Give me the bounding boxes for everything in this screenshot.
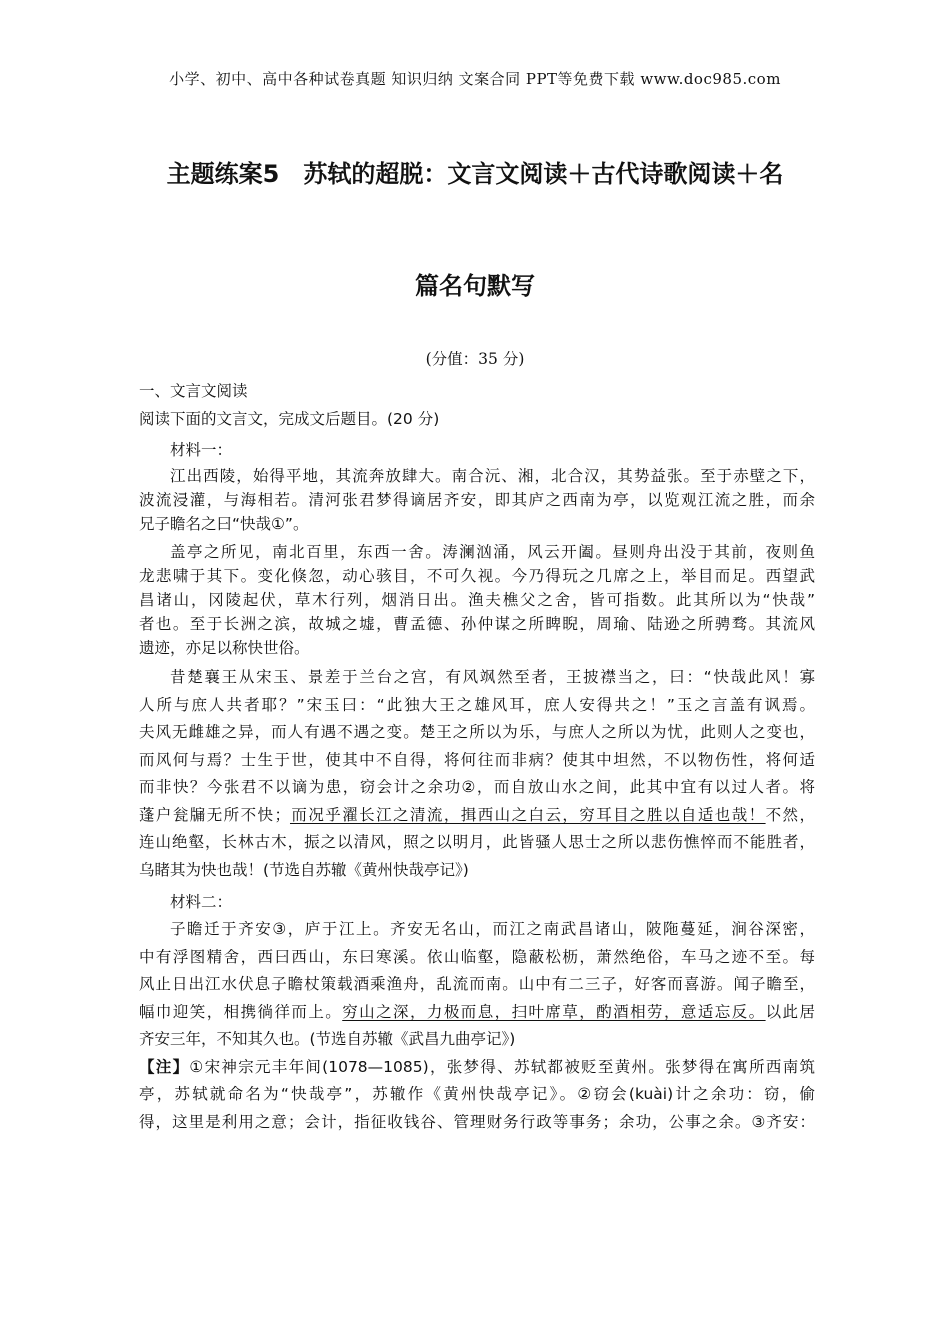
page-header: 小学、初中、高中各种试卷真题 知识归纳 文案合同 PPT等免费下载 www.doc985.com	[169, 70, 781, 88]
document-body	[139, 378, 815, 1136]
text-line: 人所与庶人共者耶？”宋玉曰：“此独大王之雄风耳，庶人安得共之！”玉之言盖有讽焉。	[139, 695, 815, 714]
text-segment: 幅巾迎笑，相携徜徉而上。	[139, 1002, 343, 1021]
text-line: 昔楚襄王从宋玉、景差于兰台之宫，有风飒然至者，王披襟当之，曰：“快哉此风！寡	[170, 668, 815, 686]
text-line: 风止日出江水伏息子瞻杖策载酒乘渔舟，乱流而南。山中有二三子，好客而喜游。闻子瞻至，	[139, 975, 815, 993]
note-line	[139, 1054, 815, 1082]
section-heading: 一、文言文阅读	[139, 382, 248, 400]
text-line: 而风何与焉？士生于世，使其中不自得，将何往而非病？使其中坦然，不以物伤性，将何适	[139, 750, 815, 769]
text-line: 遗迹，亦足以称快世俗。	[139, 639, 310, 657]
note-line: 得，这里是利用之意；会计，指征收钱谷、管理财务行政等事务；余功，公事之余。③齐安：	[139, 1112, 815, 1131]
text-line: 兄子瞻名之曰“快哉①”。	[139, 515, 309, 533]
text-line: 中有浮图精舍，西曰西山，东曰寒溪。依山临壑，隐蔽松枥，萧然绝俗，车马之迹不至。每	[139, 947, 815, 966]
text-line: 龙悲啸于其下。变化倏忽，动心骇目，不可久视。今乃得玩之几席之上，举目而足。西望武	[139, 567, 815, 585]
material-1-label: 材料一：	[170, 441, 233, 459]
text-segment: 不然，	[765, 805, 815, 824]
underlined-sentence: 穷山之深，力极而息，扫叶席草，酌酒相劳，意适忘反。	[342, 1002, 766, 1021]
note-text: ①宋神宗元丰年间(1078—1085)，张梦得、苏轼都被贬至黄州。张梦得在寓所西南筑	[189, 1057, 815, 1076]
text-line: 江出西陵，始得平地，其流奔放肆大。南合沅、湘，北合汉，其势益张。至于赤壁之下，	[170, 467, 815, 485]
text-line: 夫风无雌雄之异，而人有遇不遇之变。楚王之所以为乐，与庶人之所以为忧，此则人之变也，	[139, 723, 815, 741]
text-line: 者也。至于长洲之滨，故城之墟，曹孟德、孙仲谋之所睥睨，周瑜、陆逊之所骋骛。其流风	[139, 615, 815, 633]
material-1-paragraph-2	[139, 540, 815, 660]
material-2-paragraph	[139, 916, 815, 1054]
underlined-sentence: 而况乎濯长江之清流，揖西山之白云，穷耳目之胜以自适也哉！	[289, 805, 766, 824]
note-line: 亭，苏轼就命名为“快哉亭”，苏辙作《黄州快哉亭记》。②窃会(kuài)计之余功：窃，偷	[139, 1085, 815, 1103]
text-line: 昌诸山，冈陵起伏，草木行列，烟消日出。渔夫樵父之舍，皆可指数。此其所以为“快哉”	[139, 591, 815, 609]
text-line: 盖亭之所见，南北百里，东西一舍。涛澜汹涌，风云开阖。昼则舟出没于其前，夜则鱼	[170, 543, 815, 561]
text-segment: 以此居	[765, 1002, 815, 1021]
text-line	[139, 999, 815, 1027]
instruction-text: 阅读下面的文言文，完成文后题目。(20 分)	[139, 410, 440, 428]
score-value: (分值：35 分)	[425, 350, 525, 368]
text-segment: 蓬户瓮牖无所不快；	[139, 805, 290, 824]
material-2-label: 材料二：	[170, 893, 233, 911]
material-1-paragraph-3	[139, 664, 815, 884]
text-line: 乌睹其为快也哉！(节选自苏辙《黄州快哉亭记》)	[139, 860, 469, 879]
text-line: 齐安三年，不知其久也。(节选自苏辙《武昌九曲亭记》)	[139, 1030, 516, 1048]
text-line: 连山绝壑，长林古木，振之以清风，照之以明月，此皆骚人思士之所以悲伤憔悴而不能胜者，	[139, 833, 815, 851]
text-line: 波流浸灌，与海相若。清河张君梦得谪居齐安，即其庐之西南为亭，以览观江流之胜，而余	[139, 491, 815, 509]
note-label: 【注】	[139, 1057, 190, 1076]
page-title-line-2: 篇名句默写	[415, 272, 535, 300]
page-title-line-1: 主题练案5 苏轼的超脱：文言文阅读＋古代诗歌阅读＋名	[166, 160, 784, 188]
notes	[139, 1054, 815, 1137]
text-line: 而非快？今张君不以谪为患，窃会计之余功②，而自放山水之间，此其中宜有以过人者。将	[139, 778, 815, 796]
text-line: 子瞻迁于齐安③，庐于江上。齐安无名山，而江之南武昌诸山，陂陁蔓延，涧谷深密，	[170, 920, 815, 938]
material-1-paragraph-1	[139, 464, 815, 536]
text-line	[139, 802, 815, 830]
